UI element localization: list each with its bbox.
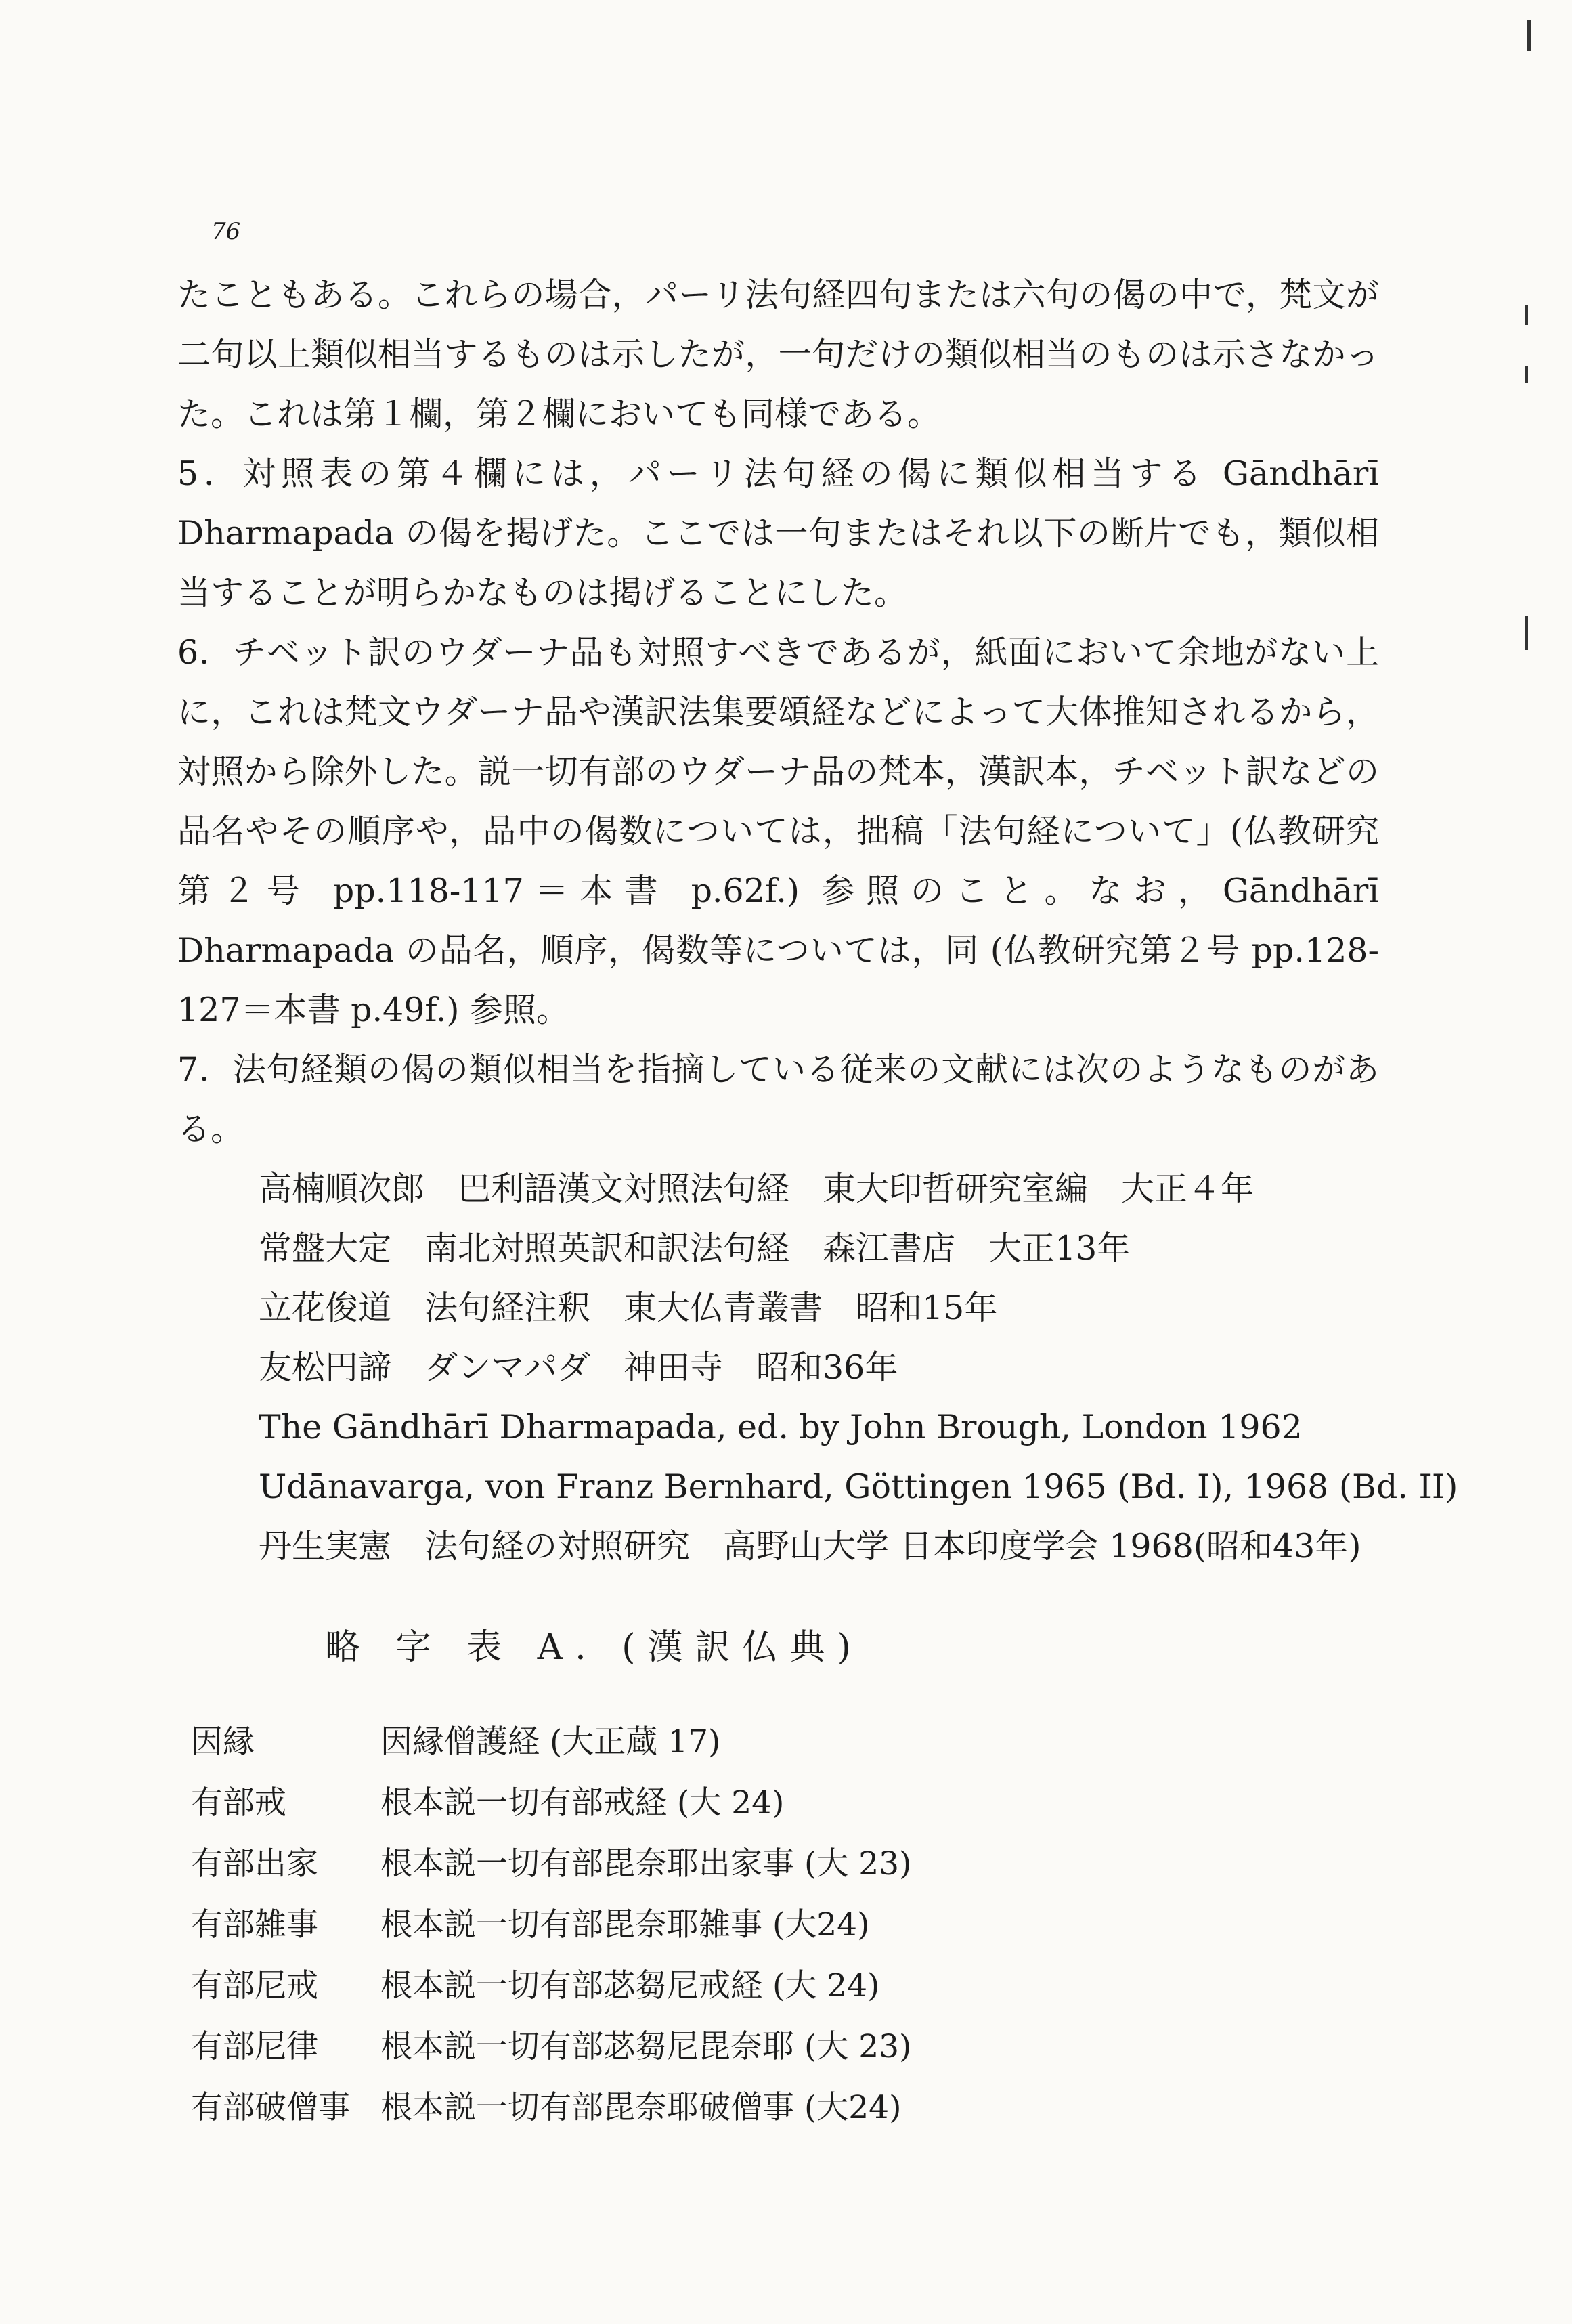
paragraph: 5．対照表の第４欄には，パーリ法句経の偈に類似相当する Gāndhārī Dharmapada の偈を掲げた。ここでは一句またはそれ以下の断片でも，類似相当することが明らかなものは掲げることにした。 — [177, 454, 1379, 612]
reference-item: Udānavarga, von Franz Bernhard, Göttingen 1965 (Bd. I), 1968 (Bd. II) — [259, 1467, 1458, 1506]
abbreviation-list — [191, 1712, 1342, 2138]
abbreviation-key: 有部尼律 — [191, 2028, 318, 2065]
paragraph: 7．法句経類の偈の類似相当を指摘している従来の文献には次のようなものがある。 — [177, 1050, 1379, 1148]
paragraph: たこともある。これらの場合，パーリ法句経四句または六句の偈の中で，梵文が二句以上類似相当するものは示したが，一句だけの類似相当のものは示さなかった。これは第１欄，第２欄においても同様である。 — [177, 276, 1379, 433]
section-heading: 略 字 表 A. (漢訳仏典) — [325, 1627, 863, 1668]
reference-item: 友松円諦 ダンマパダ 神田寺 昭和36年 — [259, 1348, 898, 1387]
abbreviation-entry — [191, 1712, 1342, 1773]
scan-mark — [1527, 20, 1531, 51]
page-number: 76 — [211, 218, 241, 245]
abbreviation-value: 根本説一切有部毘奈耶出家事 (大 23) — [380, 1845, 912, 1882]
abbreviation-entry — [191, 1834, 1342, 1895]
abbreviation-value: 根本説一切有部苾芻尼戒経 (大 24) — [380, 1967, 880, 2004]
abbreviation-value: 因縁僧護経 (大正蔵 17) — [380, 1723, 721, 1761]
abbreviation-value: 根本説一切有部毘奈耶雑事 (大24) — [380, 1906, 870, 1943]
abbreviation-entry — [191, 2078, 1342, 2138]
abbreviation-value: 根本説一切有部戒経 (大 24) — [380, 1784, 785, 1822]
abbreviation-key: 有部戒 — [191, 1784, 286, 1822]
abbreviation-entry — [191, 1773, 1342, 1834]
reference-item: 高楠順次郎 巴利語漢文対照法句経 東大印哲研究室編 大正４年 — [259, 1169, 1254, 1208]
body-text — [177, 265, 1458, 1576]
scan-mark — [1525, 305, 1528, 325]
abbreviation-entry — [191, 2017, 1342, 2078]
abbreviation-key: 有部尼戒 — [191, 1967, 318, 2004]
reference-item: 立花俊道 法句経注釈 東大仏青叢書 昭和15年 — [259, 1289, 998, 1327]
scan-mark — [1525, 366, 1528, 383]
abbreviation-key: 有部出家 — [191, 1845, 318, 1882]
abbreviation-key: 有部破僧事 — [191, 2089, 350, 2126]
abbreviation-entry — [191, 1956, 1342, 2017]
abbreviation-value: 根本説一切有部毘奈耶破僧事 (大24) — [380, 2089, 902, 2126]
abbreviation-key: 因縁 — [191, 1723, 255, 1761]
abbreviation-entry — [191, 1895, 1342, 1956]
reference-item: 常盤大定 南北対照英訳和訳法句経 森江書店 大正13年 — [259, 1229, 1131, 1268]
reference-item: 丹生実憲 法句経の対照研究 高野山大学 日本印度学会 1968(昭和43年) — [259, 1527, 1361, 1566]
abbreviation-key: 有部雑事 — [191, 1906, 318, 1943]
abbreviation-value: 根本説一切有部苾芻尼毘奈耶 (大 23) — [380, 2028, 912, 2065]
reference-item: The Gāndhārī Dharmapada, ed. by John Brough, London 1962 — [259, 1408, 1303, 1446]
paragraph: 6．チベット訳のウダーナ品も対照すべきであるが，紙面において余地がない上に，これは梵文ウダーナ品や漢訳法集要頌経などによって大体推知されるから，対照から除外した。説一切有部のウダーナ品の梵本，漢訳本，チベット訳などの品名やその順序や，品中の偈数については，拙稿「法句経について」(仏教研究第２号 pp.118-117＝本書 p.62f.) 参照のこと。なお，Gāndhārī Dharmapada の品名，順序，偈数等については，同 (仏教研究第２号 pp.128-127＝本書 p.49f.) 参照。 — [177, 633, 1379, 1029]
scan-mark — [1525, 616, 1528, 650]
reference-list — [177, 1159, 1458, 1576]
